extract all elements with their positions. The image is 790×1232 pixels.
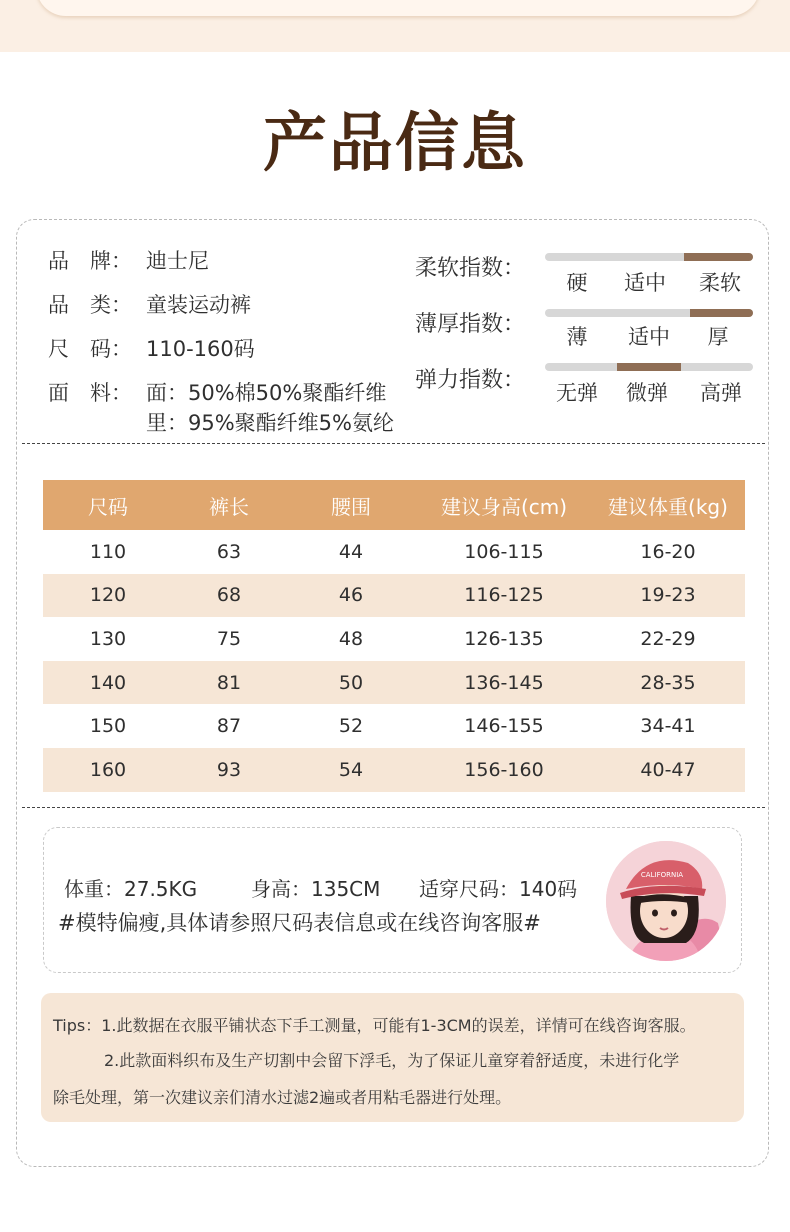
softness-bar-fill [684,253,753,261]
table-row [43,617,745,661]
cell-waist: 50 [338,671,364,694]
cell-length: 81 [216,671,242,694]
elasticity-bar [545,363,753,371]
svg-text:CALIFORNIA: CALIFORNIA [640,871,684,879]
softness-label: 柔软指数： [415,256,526,281]
cell-length: 93 [216,758,242,781]
cell-weight: 34-41 [640,715,696,738]
size-table-header [43,480,745,530]
info-fabric-outer: 面：50%棉50%聚酯纤维 [146,381,387,405]
cell-size: 160 [89,758,127,781]
divider [22,443,765,444]
cell-waist: 48 [338,627,364,650]
cell-weight: 19-23 [640,584,696,607]
info-category-value: 童装运动裤 [146,293,251,317]
header-size: 尺码 [88,494,128,519]
page-title: 产品信息 [263,107,527,181]
thickness-bar [545,309,753,317]
elasticity-option-1: 无弹 [556,381,598,405]
table-row [43,661,745,705]
cell-weight: 22-29 [640,627,696,650]
cell-waist: 54 [338,758,364,781]
divider [22,807,765,808]
info-fabric-inner: 里：95%聚酯纤维5%氨纶 [146,411,394,435]
table-row [43,574,745,618]
softness-option-3: 柔软 [699,271,741,295]
tips-box [41,993,744,1122]
cell-length: 63 [216,540,242,563]
cell-waist: 52 [338,715,364,738]
softness-option-1: 硬 [566,271,588,295]
info-size-key: 尺 码： [48,337,132,361]
info-category [48,289,251,319]
info-brand-value: 迪士尼 [146,249,209,273]
cell-length: 75 [216,627,242,650]
tips-line-3: 除毛处理，第一次建议亲们清水过滤2遍或者用粘毛器进行处理。 [53,1088,512,1107]
elasticity-bar-fill [617,363,681,371]
cell-height: 116-125 [464,584,544,607]
table-row [43,704,745,748]
cell-height: 156-160 [464,758,544,781]
header-length: 裤长 [209,494,249,519]
model-stats [64,873,577,902]
thickness-option-3: 厚 [707,325,729,349]
cell-size: 150 [89,715,127,738]
cell-size: 140 [89,671,127,694]
cell-size: 110 [89,540,127,563]
thickness-option-2: 适中 [628,325,670,349]
info-brand [48,245,209,275]
cell-height: 146-155 [464,715,544,738]
softness-option-2: 适中 [624,271,666,295]
cell-weight: 28-35 [640,671,696,694]
info-size [48,333,255,363]
cell-length: 68 [216,584,242,607]
thickness-label: 薄厚指数： [415,312,526,337]
softness-bar [545,253,753,261]
model-weight: 体重：27.5KG [64,877,198,901]
cell-length: 87 [216,715,242,738]
model-height: 身高：135CM [251,877,381,901]
cell-waist: 46 [338,584,364,607]
header-weight: 建议体重(kg) [608,494,728,519]
info-category-key: 品 类： [48,293,132,317]
model-fit-size: 适穿尺码：140码 [419,877,578,901]
cell-waist: 44 [338,540,364,563]
top-pill [36,0,760,16]
size-table [43,480,745,792]
header-height: 建议身高(cm) [440,494,568,519]
model-avatar-image [606,841,726,961]
info-brand-key: 品 牌： [48,249,132,273]
cell-height: 126-135 [464,627,544,650]
top-banner [0,0,790,52]
info-fabric-key: 面 料： [48,381,132,405]
elasticity-option-3: 高弹 [700,381,742,405]
tips-line-2: 2.此款面料织布及生产切割中会留下浮毛，为了保证儿童穿着舒适度，未进行化学 [104,1051,680,1070]
thickness-option-1: 薄 [566,325,588,349]
model-note: #模特偏瘦,具体请参照尺码表信息或在线咨询客服# [58,911,541,935]
cell-size: 130 [89,627,127,650]
model-avatar [606,841,726,961]
elasticity-option-2: 微弹 [626,381,668,405]
cell-weight: 40-47 [640,758,696,781]
header-waist: 腰围 [331,494,371,519]
cell-size: 120 [89,584,127,607]
thickness-bar-fill [690,309,753,317]
table-row [43,530,745,574]
cell-weight: 16-20 [640,540,696,563]
elasticity-label: 弹力指数： [415,368,526,393]
cell-height: 106-115 [464,540,544,563]
cell-height: 136-145 [464,671,544,694]
tips-line-1: Tips：1.此数据在衣服平铺状态下手工测量，可能有1-3CM的误差，详情可在线咨询客服。 [53,1016,696,1035]
info-size-value: 110-160码 [146,337,255,361]
table-row [43,748,745,792]
info-fabric [48,377,386,407]
